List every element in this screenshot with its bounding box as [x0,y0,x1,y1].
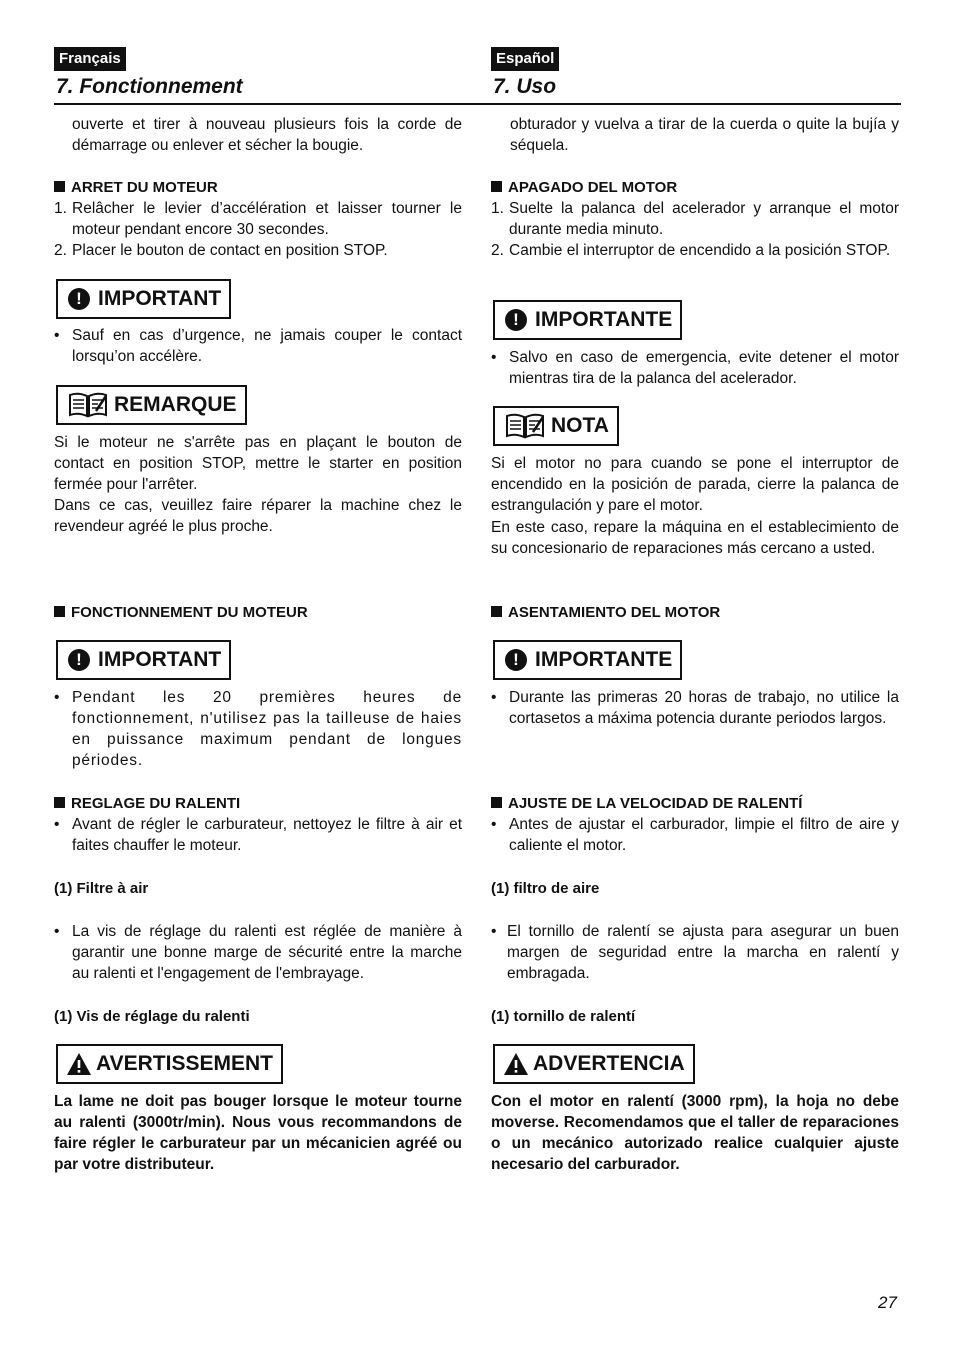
caption-idle-screw-fr: (1) Vis de réglage du ralenti [54,1008,250,1025]
exclamation-icon: ! [505,649,527,671]
square-bullet-icon [491,797,502,808]
stop-step-1-es: 1. Suelte la palanca del acelerador y arranque el motor durante media minuto. [491,200,899,238]
important-bullet-fr: • Sauf en cas d’urgence, ne jamais couper le contact lorsqu’on accélère. [54,327,462,365]
stop-heading-fr: ARRET DU MOTEUR [54,177,218,198]
important-bullet-2-fr: • Pendant les 20 premières heures de fonctionnement, n'utilisez pas la tailleuse de haies en puissance maximum pendant de longues périodes. [54,689,462,769]
idle-bullet-2-es: • El tornillo de ralentí se ajusta para asegurar un buen margen de seguridad entre la marcha en ralentí y embragada. [491,923,899,982]
idle-bullet-1-es: • Antes de ajustar el carburador, limpie el filtro de aire y caliente el motor. [491,816,899,854]
square-bullet-icon [54,181,65,192]
idle-heading-fr: REGLAGE DU RALENTI [54,793,240,814]
note-paragraph-2-fr: Dans ce cas, veuillez faire réparer la machine chez le revendeur agréé le plus proche. [54,497,462,535]
note-box-es: NOTA [493,406,619,446]
note-paragraph-1-fr: Si le moteur ne s'arrête pas en plaçant le bouton de contact en position STOP, mettre le starter en position fermée pour l'arrêter. [54,434,462,493]
open-book-icon [68,392,108,418]
warning-box-es: ADVERTENCIA [493,1044,695,1084]
intro-text-es: obturador y vuelva a tirar de la cuerda o quite la bujía y séquela. [510,116,899,154]
idle-bullet-2-fr: • La vis de réglage du ralenti est réglée de manière à garantir une bonne marge de sécurité entre la marche au ralenti et l'engagement de l'embrayage. [54,923,462,982]
important-box-fr: ! IMPORTANT [56,279,231,319]
warning-triangle-icon [66,1052,92,1076]
note-paragraph-1-es: Si el motor no para cuando se pone el interruptor de encendido en la posición de parada, cierre la palanca de estrangulación y pare el motor. [491,455,899,514]
idle-bullet-1-fr: • Avant de régler le carburateur, nettoyez le filtre à air et faites chauffer le moteur. [54,816,462,854]
caption-air-filter-es: (1) filtro de aire [491,880,600,897]
note-paragraph-2-es: En este caso, repare la máquina en el establecimiento de su concesionario de reparaciones más cercano a usted. [491,519,899,557]
warning-text-fr: La lame ne doit pas bouger lorsque le moteur tourne au ralenti (3000tr/min). Nous vous recommandons de faire régler le carburateur par un mécanicien agréé ou par votre distributeur. [54,1093,462,1173]
page-number: 27 [878,1293,897,1312]
stop-step-1-fr: 1. Relâcher le levier d’accélération et laisser tourner le moteur pendant encore 30 secondes. [54,200,462,238]
stop-heading-es: APAGADO DEL MOTOR [491,177,677,198]
important-bullet-es: • Salvo en caso de emergencia, evite detener el motor mientras tira de la palanca del acelerador. [491,349,899,387]
language-tab-spanish: Español [491,47,559,71]
run-heading-fr: FONCTIONNEMENT DU MOTEUR [54,602,308,623]
caption-air-filter-fr: (1) Filtre à air [54,880,149,897]
exclamation-icon: ! [68,288,90,310]
warning-text-es: Con el motor en ralentí (3000 rpm), la hoja no debe moverse. Recomendamos que el taller de reparaciones o un mecánico autorizado realice cualquier ajuste necesario del carburador. [491,1093,899,1173]
section-title-spanish: 7. Uso [493,75,557,98]
stop-step-2-es: 2. Cambie el interruptor de encendido a la posición STOP. [491,242,891,259]
warning-triangle-icon [503,1052,529,1076]
idle-heading-es: AJUSTE DE LA VELOCIDAD DE RALENTÍ [491,793,802,814]
stop-step-2-fr: 2. Placer le bouton de contact en position STOP. [54,242,388,259]
note-box-fr: REMARQUE [56,385,247,425]
square-bullet-icon [491,606,502,617]
intro-text-fr: ouverte et tirer à nouveau plusieurs fois la corde de démarrage ou enlever et sécher la bougie. [72,116,462,154]
square-bullet-icon [54,606,65,617]
exclamation-icon: ! [505,309,527,331]
important-box-es: ! IMPORTANTE [493,300,682,340]
square-bullet-icon [54,797,65,808]
header-rule [54,103,901,105]
language-tab-french: Français [54,47,126,71]
important-box-2-es: ! IMPORTANTE [493,640,682,680]
important-box-2-fr: ! IMPORTANT [56,640,231,680]
square-bullet-icon [491,181,502,192]
caption-idle-screw-es: (1) tornillo de ralentí [491,1008,636,1025]
important-bullet-2-es: • Durante las primeras 20 horas de trabajo, no utilice la cortasetos a máxima potencia durante periodos largos. [491,689,899,727]
run-heading-es: ASENTAMIENTO DEL MOTOR [491,602,720,623]
section-title-french: 7. Fonctionnement [56,75,243,98]
open-book-icon [505,413,545,439]
warning-box-fr: AVERTISSEMENT [56,1044,283,1084]
exclamation-icon: ! [68,649,90,671]
